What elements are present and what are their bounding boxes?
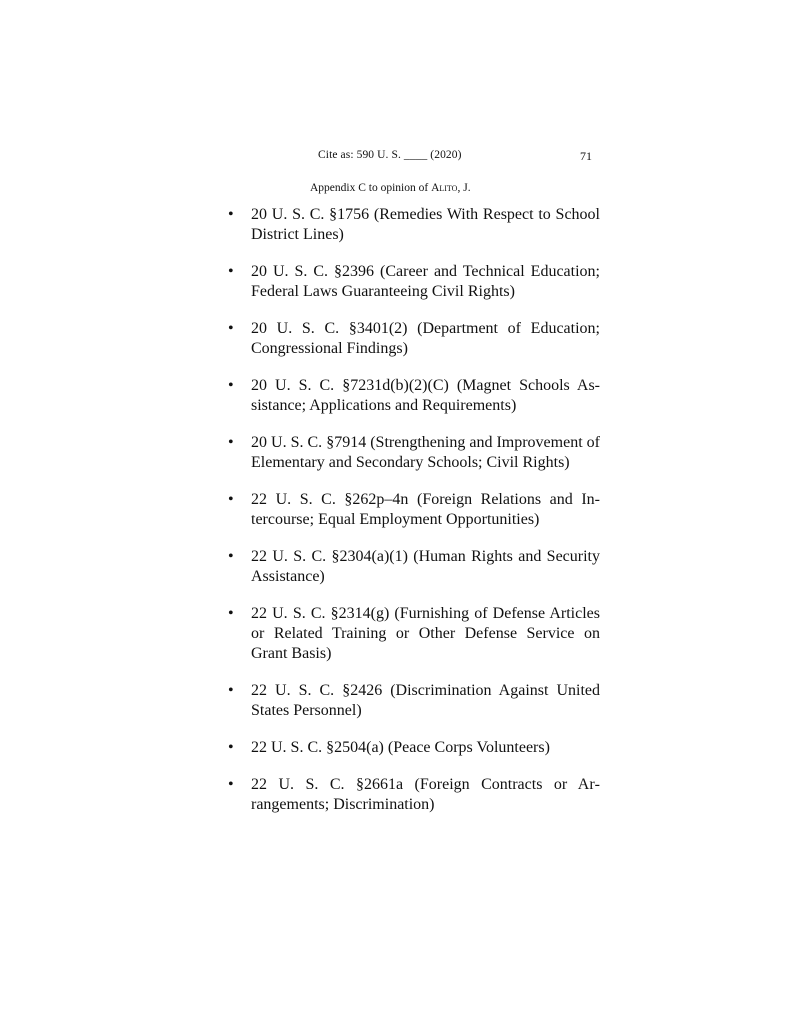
appendix-heading-prefix: Appendix C to opinion of	[310, 182, 432, 194]
bullet-icon: •	[228, 434, 234, 451]
bullet-icon: •	[228, 320, 234, 337]
list-item-text: 22 U. S. C. §2504(a) (Peace Corps Volunteers)	[251, 739, 550, 756]
list-item-text: 22 U. S. C. §2661a (Foreign Contracts or Arrangements; Discrimination)	[251, 776, 600, 813]
bullet-icon: •	[228, 605, 234, 622]
list-item	[228, 262, 600, 302]
list-item-text: 22 U. S. C. §2304(a)(1) (Human Rights and Security Assistance)	[251, 548, 600, 585]
list-item	[228, 433, 600, 473]
list-item-text: 22 U. S. C. §2426 (Discrimination Against United States Personnel)	[251, 682, 600, 719]
list-item	[228, 547, 600, 587]
list-item	[228, 681, 600, 721]
bullet-icon: •	[228, 263, 234, 280]
appendix-heading	[310, 182, 471, 194]
list-item	[228, 319, 600, 359]
bullet-icon: •	[228, 682, 234, 699]
list-item-text: 20 U. S. C. §7914 (Strengthening and Improvement of Elementary and Secondary Schools; Civil Rights)	[251, 434, 600, 471]
bullet-icon: •	[228, 739, 234, 756]
bullet-icon: •	[228, 776, 234, 793]
list-item	[228, 376, 600, 416]
list-item	[228, 738, 600, 758]
bullet-icon: •	[228, 491, 234, 508]
statute-list	[228, 205, 600, 832]
list-item-text: 20 U. S. C. §3401(2) (Department of Education; Congressional Findings)	[251, 320, 600, 357]
list-item-text: 20 U. S. C. §1756 (Remedies With Respect to School District Lines)	[251, 206, 600, 243]
appendix-heading-justice: Alito	[431, 182, 458, 194]
list-item	[228, 490, 600, 530]
list-item	[228, 775, 600, 815]
appendix-heading-suffix: , J.	[457, 182, 471, 194]
bullet-icon: •	[228, 548, 234, 565]
running-head-citation: Cite as: 590 U. S. ____ (2020)	[318, 149, 462, 161]
bullet-icon: •	[228, 206, 234, 223]
list-item-text: 20 U. S. C. §7231d(b)(2)(C) (Magnet Schools Assistance; Applications and Requirements)	[251, 377, 600, 414]
page-number: 71	[580, 149, 592, 163]
list-item-text: 22 U. S. C. §262p–4n (Foreign Relations and Intercourse; Equal Employment Opportunities)	[251, 491, 600, 528]
list-item-text: 20 U. S. C. §2396 (Career and Technical Education; Federal Laws Guaranteeing Civil Rights)	[251, 263, 600, 300]
bullet-icon: •	[228, 377, 234, 394]
list-item	[228, 205, 600, 245]
list-item-text: 22 U. S. C. §2314(g) (Furnishing of Defense Articles or Related Training or Other Defense Service on Grant Basis)	[251, 605, 600, 662]
list-item	[228, 604, 600, 664]
